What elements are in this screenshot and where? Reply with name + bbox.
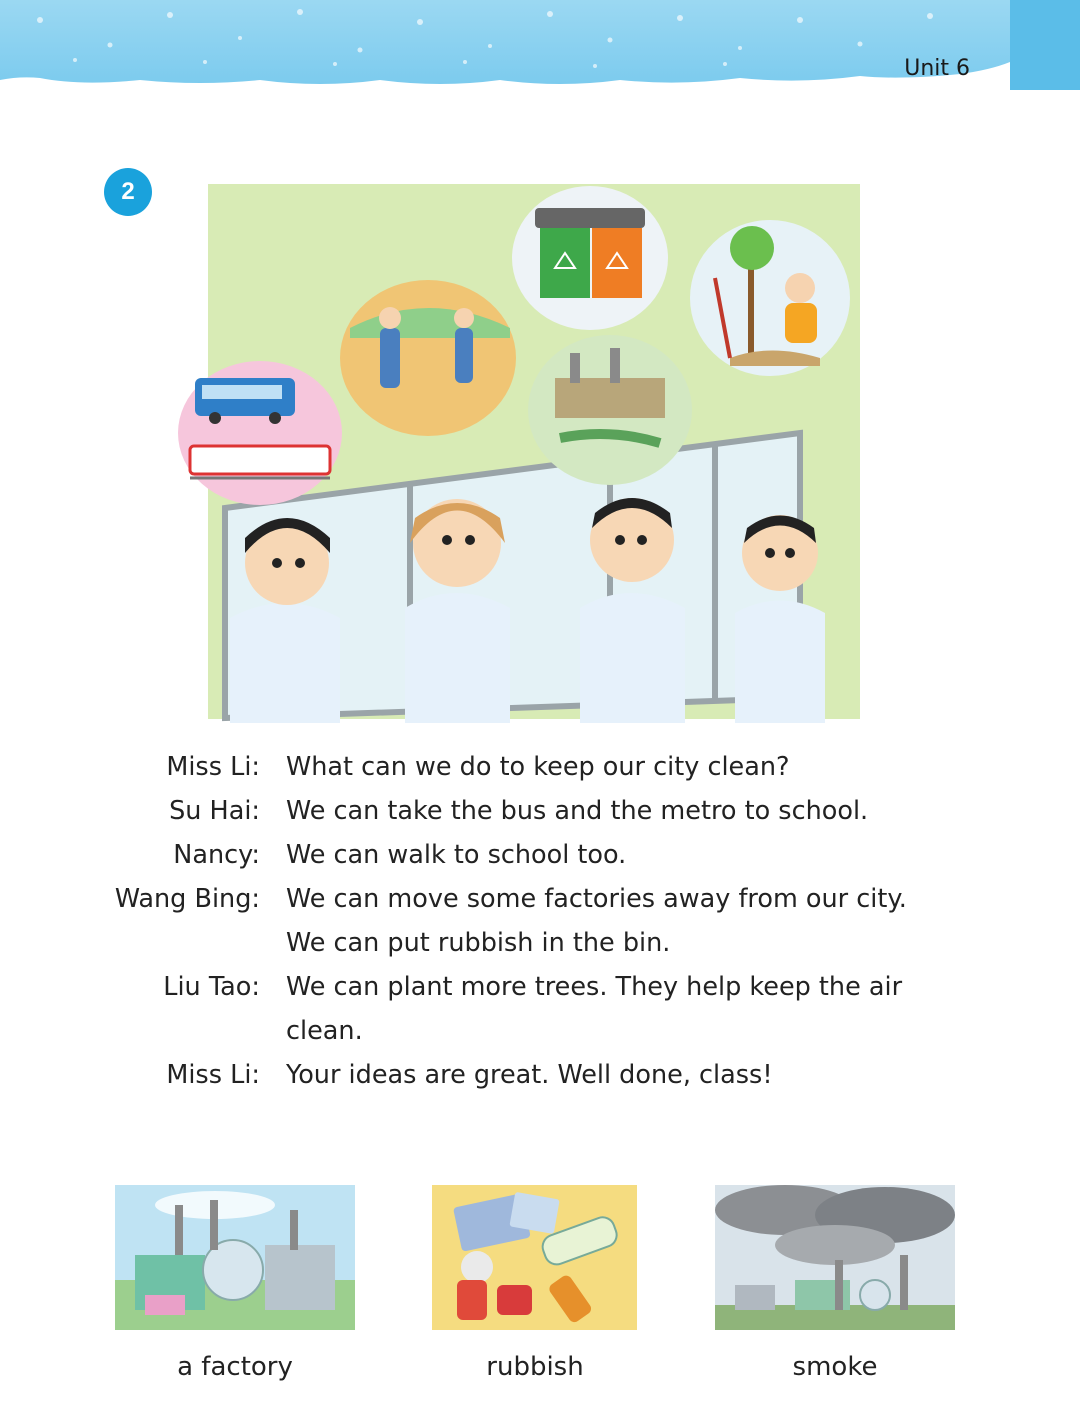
speaker-name: Miss Li: (166, 1060, 260, 1090)
dialogue-line (0, 928, 1080, 972)
speaker-name: Su Hai: (169, 796, 260, 826)
speech-text: We can walk to school too. (286, 840, 627, 870)
classroom-scene-illustration (170, 178, 870, 723)
walking-bubble (340, 280, 516, 436)
unit-label: Unit 6 (904, 56, 970, 81)
vocab-word: a factory (177, 1352, 293, 1382)
speech-text: We can plant more trees. They help keep the air (286, 972, 903, 1002)
dialogue-line (0, 972, 1080, 1016)
bins-bubble (512, 186, 668, 330)
speaker-name: Liu Tao: (163, 972, 260, 1002)
dialogue-line (0, 752, 1080, 796)
dialogue-line (0, 840, 1080, 884)
smoke-icon (715, 1185, 955, 1330)
section-number-badge: 2 (104, 168, 152, 216)
speech-text: We can take the bus and the metro to school. (286, 796, 869, 826)
dialogue-line (0, 1060, 1080, 1104)
planting-trees-bubble (690, 220, 850, 376)
dialogue-line (0, 796, 1080, 840)
speaker-name: Nancy: (173, 840, 260, 870)
speaker-name: Miss Li: (166, 752, 260, 782)
factory-icon (115, 1185, 355, 1330)
speaker-name: Wang Bing: (114, 884, 260, 914)
speech-text: What can we do to keep our city clean? (286, 752, 790, 782)
dialogue-line (0, 1016, 1080, 1060)
dialogue-line (0, 884, 1080, 928)
speech-text: We can put rubbish in the bin. (286, 928, 671, 958)
speech-text: clean. (286, 1016, 363, 1046)
vocab-word: rubbish (486, 1352, 584, 1382)
vocab-word: smoke (792, 1352, 878, 1382)
factory-bubble (528, 335, 692, 485)
speech-text: We can move some factories away from our city. (286, 884, 907, 914)
rubbish-icon (432, 1185, 637, 1330)
dialogue (0, 752, 1080, 1104)
bus-metro-bubble (178, 361, 342, 505)
speech-text: Your ideas are great. Well done, class! (286, 1060, 773, 1090)
